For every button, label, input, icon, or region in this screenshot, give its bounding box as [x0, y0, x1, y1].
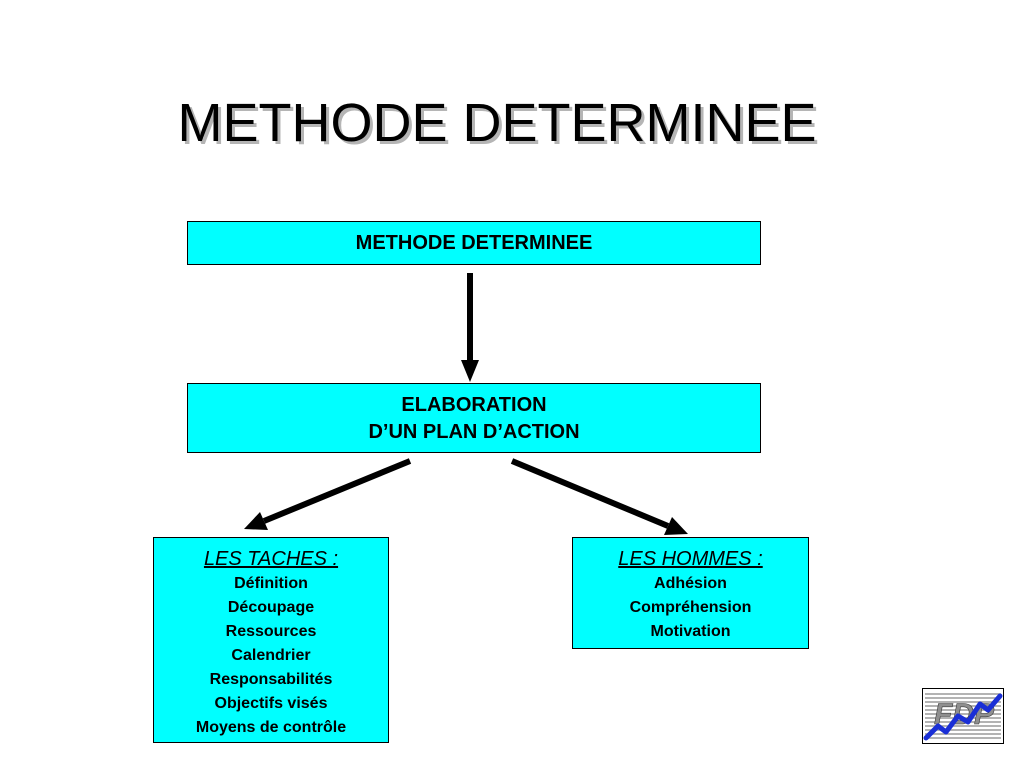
arrow-left-down-icon [244, 461, 410, 530]
action-plan-line-2: D’UN PLAN D’ACTION [368, 421, 580, 443]
arrow-right-down-icon [512, 461, 688, 535]
tasks-item: Définition [234, 575, 308, 592]
tasks-item: Calendrier [231, 647, 311, 664]
tasks-item: Responsabilités [209, 671, 333, 688]
tasks-item: Ressources [225, 623, 317, 640]
tasks-box [153, 537, 389, 743]
people-box [572, 537, 809, 649]
people-item: Compréhension [629, 599, 752, 616]
people-item: Adhésion [654, 575, 727, 592]
action-plan-box [187, 383, 761, 453]
tasks-item: Moyens de contrôle [195, 719, 347, 736]
logo-text: FDP [934, 698, 994, 731]
people-heading: LES HOMMES : [618, 548, 763, 570]
method-box [187, 221, 761, 265]
tasks-heading: LES TACHES : [203, 548, 339, 570]
fdp-logo-icon [922, 688, 1004, 744]
arrow-down-icon [461, 273, 479, 382]
tasks-item: Objectifs visés [214, 695, 328, 712]
tasks-item: Découpage [227, 599, 315, 616]
method-box-label: METHODE DETERMINEE [355, 232, 593, 254]
action-plan-line-1: ELABORATION [401, 394, 547, 416]
page-title: METHODE DETERMINEE [177, 93, 817, 153]
people-item: Motivation [650, 623, 731, 640]
